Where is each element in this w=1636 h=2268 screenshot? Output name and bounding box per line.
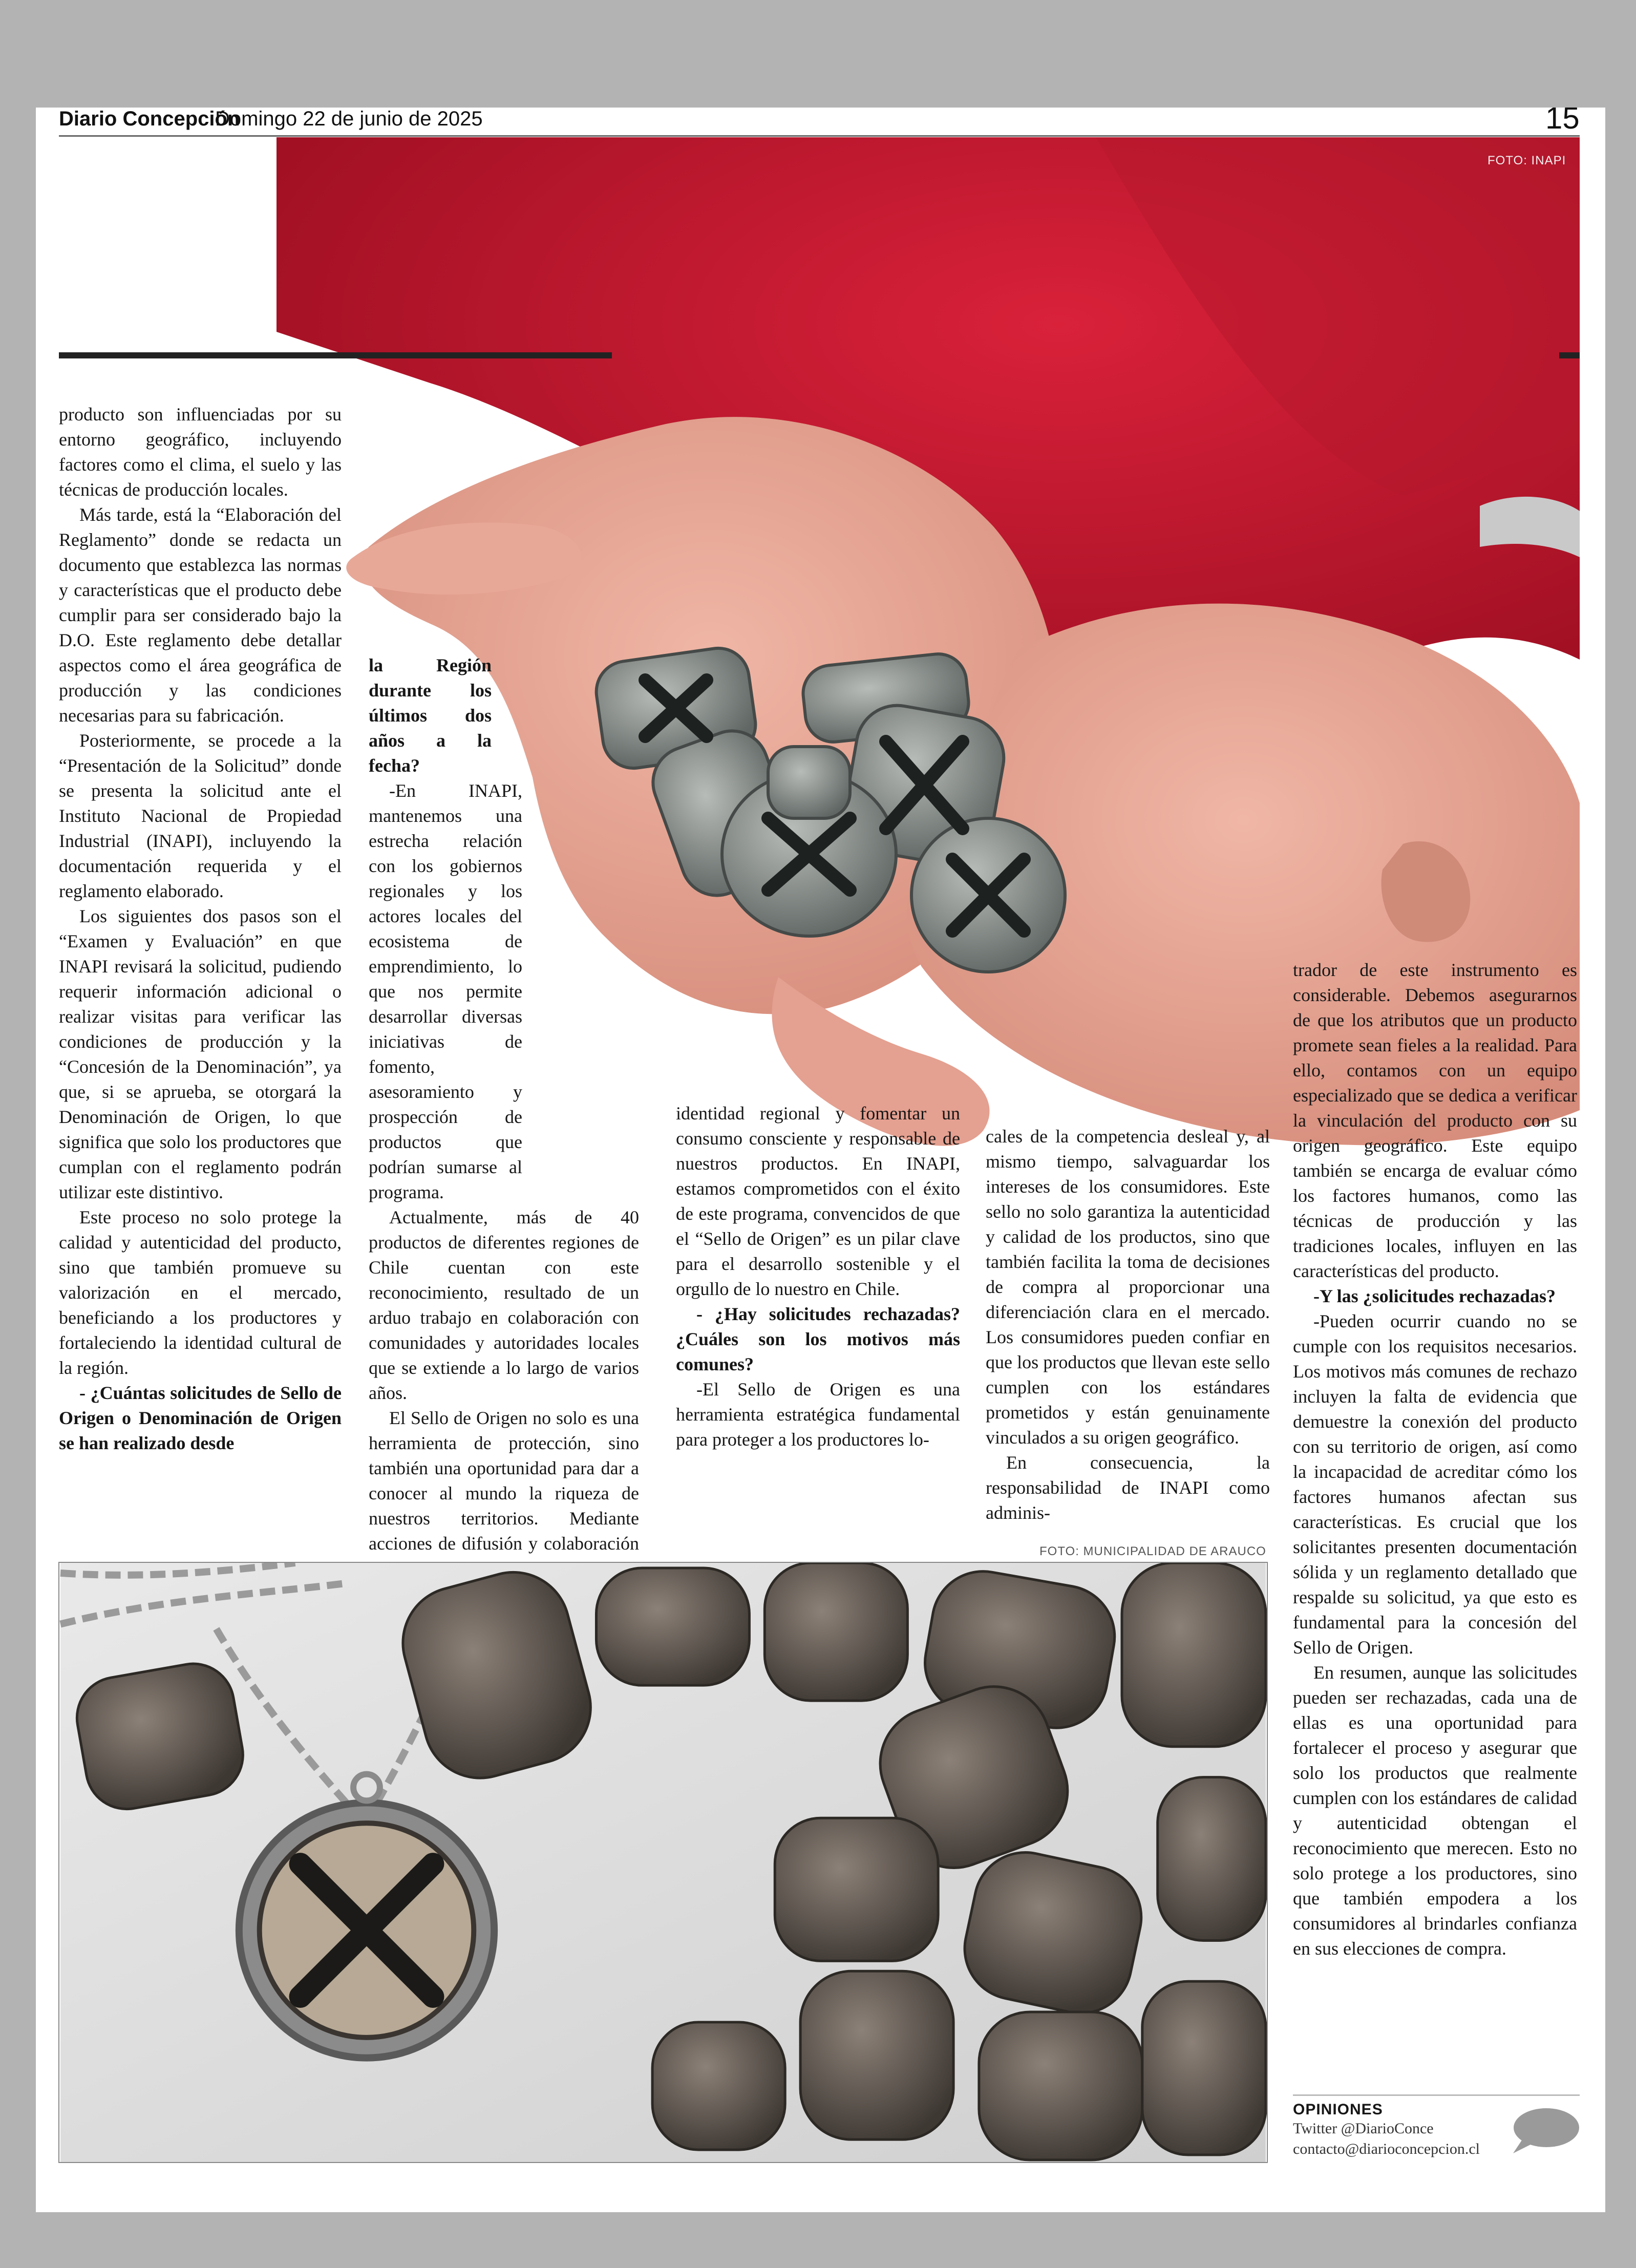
interview-question: - ¿Hay solicitudes rechazadas? ¿Cuáles son los motivos más comunes? <box>676 1304 960 1374</box>
paragraph: producto son influenciadas por su entorno geográfico, incluyendo factores como el clima, el suelo y las técnicas de producción locales. <box>59 404 342 500</box>
paragraph: -Pueden ocurrir cuando no se cumple con los requisitos necesarios. Los motivos más comunes de rechazo incluyen la falta de evidencia que demuestre la conexión del producto con su territorio de origen, así como la incapacidad de acreditar cómo los factores humanos afectan sus características. Es crucial que los solicitantes presenten documentación sólida y un reglamento detallado que respalde su solicitud, ya que esto es fundamental para la concesión del Sello de Origen. <box>1293 1311 1577 1658</box>
interview-question: - ¿Cuántas solicitudes de Sello de Origen o Denominación de Origen se han realizado desde <box>59 1383 342 1453</box>
paragraph: El Sello de Origen no solo es una herramienta de protección, sino también una oportunidad para dar a conocer al mundo la riqueza de nuestros territorios. Mediante acciones de difusión y colaboración <box>369 1408 639 1554</box>
page-number: 15 <box>1545 108 1580 135</box>
text-column-2 <box>369 653 639 1657</box>
newspaper-page <box>36 108 1605 2212</box>
paragraph: Más tarde, está la “Elaboración del Reglamento” donde se redacta un documento que establezca las normas y características que el producto debe cumplir para ser considerado bajo la D.O. Este reglamento debe detallar aspectos como el área geográfica de producción y las condiciones necesarias para su fabricación. <box>59 504 342 726</box>
paragraph: -En INAPI, mantenemos una estrecha relación con los gobiernos regionales y los actores locales del ecosistema de emprendimiento, lo que nos permite desarrollar diversas iniciativas de fomento, asesoramiento y prospección de productos que podrían sumarse al programa. <box>369 780 522 1202</box>
photo-stones-and-pendant <box>58 1562 1268 2163</box>
newspaper-name: Diario Concepción <box>59 108 240 130</box>
paragraph: Este proceso no solo protege la calidad y autenticidad del producto, sino que también promueve su valorización en el mercado, beneficiando a los productores y fortaleciendo la identidad cultural de la región. <box>59 1207 342 1378</box>
interview-question: la Región durante los últimos dos años a la fecha? <box>369 655 492 776</box>
paragraph: trador de este instrumento es considerable. Debemos asegurarnos de que los atributos que un producto promete sean fieles a la realidad. Para ello, contamos con un equipo especializado que se dedica a verificar la vinculación del producto con su origen geográfico. Este equipo también se encarga de evaluar cómo los factores humanos, como las técnicas de producción y las tradiciones locales, influyen en las características del producto. <box>1293 960 1577 1281</box>
interview-question: -Y las ¿solicitudes rechazadas? <box>1313 1286 1556 1306</box>
paragraph: identidad regional y fomentar un consumo consciente y responsable de nuestros productos. En INAPI, estamos comprometidos con el éxito de este programa, convencidos de que el “Sello de Origen” es un pilar clave para el desarrollo sostenible y el orgullo de lo nuestro en Chile. <box>676 1103 960 1299</box>
text-column-5 <box>1293 958 1577 1961</box>
paragraph: cales de la competencia desleal y, al mismo tiempo, salvaguardar los intereses de los consumidores. Este sello no solo garantiza la autenticidad y calidad de los productos, sino que también facilita la toma de decisiones de compra al proporcionar una diferenciación clara en el mercado. Los consumidores pueden confiar en que los productos que llevan este sello cumplen con los estándares prometidos y están genuinamente vinculados a su origen geográfico. <box>986 1126 1270 1448</box>
paragraph: Posteriormente, se procede a la “Presentación de la Solicitud” donde se presenta la solicitud ante el Instituto Nacional de Propiedad Industrial (INAPI), incluyendo la documentación requerida y el reglamento elaborado. <box>59 730 342 901</box>
text-column-4 <box>986 1124 1270 1525</box>
twitter-handle: Twitter @DiarioConce <box>1293 2120 1434 2137</box>
paragraph: En resumen, aunque las solicitudes pueden ser rechazadas, cada una de ellas es una oportunidad para fortalecer el proceso y asegurar que solo los productos que realmente cumplen con los estándares de calidad y autenticidad obtengan el reconocimiento que merecen. Esto no solo protege a los productores, sino que también empodera a los consumidores al brindarles confianza en sus elecciones de compra. <box>1293 1662 1577 1959</box>
top-photo-credit: FOTO: INAPI <box>1488 154 1566 167</box>
text-column-1 <box>59 402 342 1456</box>
paragraph: Actualmente, más de 40 productos de diferentes regiones de Chile cuentan con este reconocimiento, resultado de un arduo trabajo en colaboración con comunidades y autoridades locales que se extiende a lo largo de varios años. <box>369 1207 639 1403</box>
speech-bubble-icon <box>1508 2107 1580 2154</box>
contact-email: contacto@diarioconcepcion.cl <box>1293 2140 1480 2157</box>
opinions-title: OPINIONES <box>1293 2101 1383 2118</box>
text-column-3 <box>676 1101 960 1452</box>
paragraph: En consecuencia, la responsabilidad de INAPI como adminis- <box>986 1452 1270 1523</box>
section-rule <box>59 352 612 358</box>
issue-date: Domingo 22 de junio de 2025 <box>215 108 483 130</box>
paragraph: Los siguientes dos pasos son el “Examen y Evaluación” en que INAPI revisará la solicitud, pudiendo requerir información adicional o realizar visitas para verificar las condiciones de producción y la “Concesión de la Denominación”, ya que, si se aprueba, se otorgará la Denominación de Origen, lo que significa que solo los productores que cumplan con el reglamento podrán utilizar este distintivo. <box>59 906 342 1202</box>
section-rule-right <box>1559 352 1580 358</box>
paragraph: -El Sello de Origen es una herramienta estratégica fundamental para proteger a los productores lo- <box>676 1379 960 1450</box>
header-rule <box>59 135 1580 137</box>
bottom-photo-credit: FOTO: MUNICIPALIDAD DE ARAUCO <box>1039 1544 1266 1558</box>
